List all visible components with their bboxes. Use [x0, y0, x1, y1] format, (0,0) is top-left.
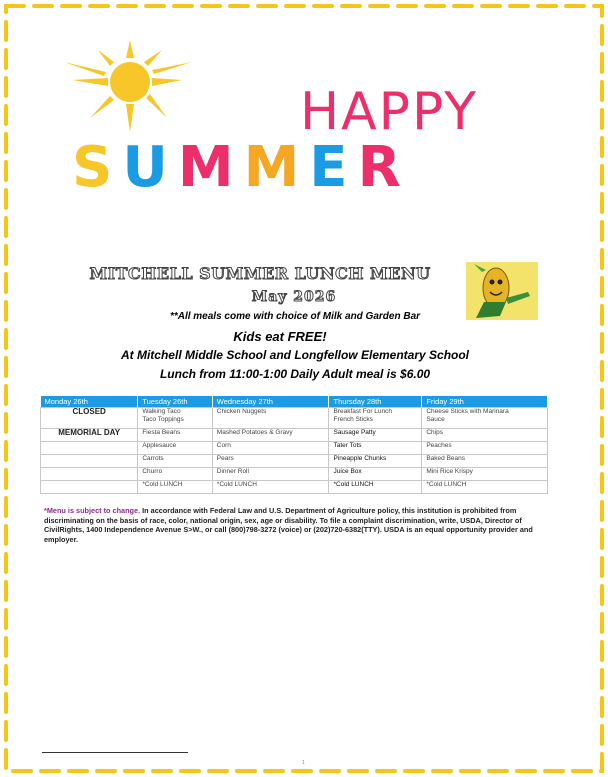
table-cell: *Cold LUNCH	[138, 481, 212, 494]
table-cell: *Cold LUNCH	[212, 481, 329, 494]
table-cell: Pineapple Chunks	[329, 455, 422, 468]
summer-letter: E	[309, 135, 348, 200]
menu-title: MITCHELL SUMMER LUNCH MENU	[89, 264, 431, 283]
milk-note: **All meals come with choice of Milk and Garden Bar	[169, 311, 421, 322]
table-cell: Tater Tots	[329, 442, 422, 455]
sun-icon	[62, 40, 202, 140]
table-cell: Sausage Patty	[329, 429, 422, 442]
table-cell: MEMORIAL DAY	[41, 429, 138, 442]
summer-letter: M	[243, 135, 300, 200]
table-cell: Pears	[212, 455, 329, 468]
table-cell: Breakfast For Lunch French Sticks	[329, 408, 422, 429]
summer-letter: S	[72, 135, 113, 200]
table-row	[41, 468, 548, 481]
table-cell	[41, 455, 138, 468]
table-row	[41, 455, 548, 468]
table-cell: Mini Rice Krispy	[422, 468, 548, 481]
table-cell: Peaches	[422, 442, 548, 455]
summer-heading	[72, 135, 411, 200]
summer-letter: R	[357, 135, 401, 200]
table-cell: Cheese Sticks with Marinara Sauce	[422, 408, 548, 429]
table-cell: Corn	[212, 442, 329, 455]
happy-heading: HAPPY	[300, 82, 479, 142]
table-cell: Baked Beans	[422, 455, 548, 468]
column-header: Tuesday 26th	[138, 396, 212, 408]
table-cell: *Cold LUNCH	[422, 481, 548, 494]
column-header: Wednesday 27th	[212, 396, 329, 408]
table-cell: Fiesta Beans	[138, 429, 212, 442]
footnote-divider	[42, 752, 188, 753]
kids-free-text: Kids eat FREE!	[233, 329, 327, 344]
table-row	[41, 442, 548, 455]
table-cell: *Cold LUNCH	[329, 481, 422, 494]
menu-change-note: *Menu is subject to change.	[44, 506, 141, 515]
column-header: Friday 29th	[422, 396, 548, 408]
column-header: Monday 26th	[41, 396, 138, 408]
table-row	[41, 429, 548, 442]
table-row	[41, 481, 548, 494]
table-cell: Churro	[138, 468, 212, 481]
table-cell: Chicken Nuggets	[212, 408, 329, 429]
usda-statement: In accordance with Federal Law and U.S. Department of Agriculture policy, this institution is prohibited from discriminating on the basis of race, color, national origin, sex, age or disability. To file a complaint discrimination, write, USDA, Director of CivilRights, 1400 Independence Avenue S>W., or call (800)798-3272 (voice) or (202)720-6382(TTY). USDA is an equal opportunity provider and employer.	[44, 506, 533, 544]
table-cell: Carrots	[138, 455, 212, 468]
table-cell: Walking Taco Taco Toppings	[138, 408, 212, 429]
table-cell	[41, 468, 138, 481]
menu-month: May 2026	[251, 289, 337, 305]
table-cell: Chips	[422, 429, 548, 442]
table-cell: Mashed Potatoes & Gravy	[212, 429, 329, 442]
lunch-menu-table	[40, 396, 548, 494]
location-text: At Mitchell Middle School and Longfellow Elementary School	[120, 348, 470, 362]
table-cell: Dinner Roll	[212, 468, 329, 481]
nondiscrimination-statement	[44, 506, 554, 544]
table-cell: Juice Box	[329, 468, 422, 481]
table-cell: CLOSED	[41, 408, 138, 429]
table-header-row	[41, 396, 548, 408]
column-header: Thursday 28th	[329, 396, 422, 408]
table-cell: Applesauce	[138, 442, 212, 455]
summer-letter: M	[177, 135, 234, 200]
table-cell	[41, 481, 138, 494]
table-row	[41, 408, 548, 429]
hours-text: Lunch from 11:00-1:00 Daily Adult meal is $6.00	[159, 367, 431, 381]
summer-letter: U	[122, 135, 168, 200]
page-number: 1	[302, 760, 305, 766]
table-cell	[41, 442, 138, 455]
